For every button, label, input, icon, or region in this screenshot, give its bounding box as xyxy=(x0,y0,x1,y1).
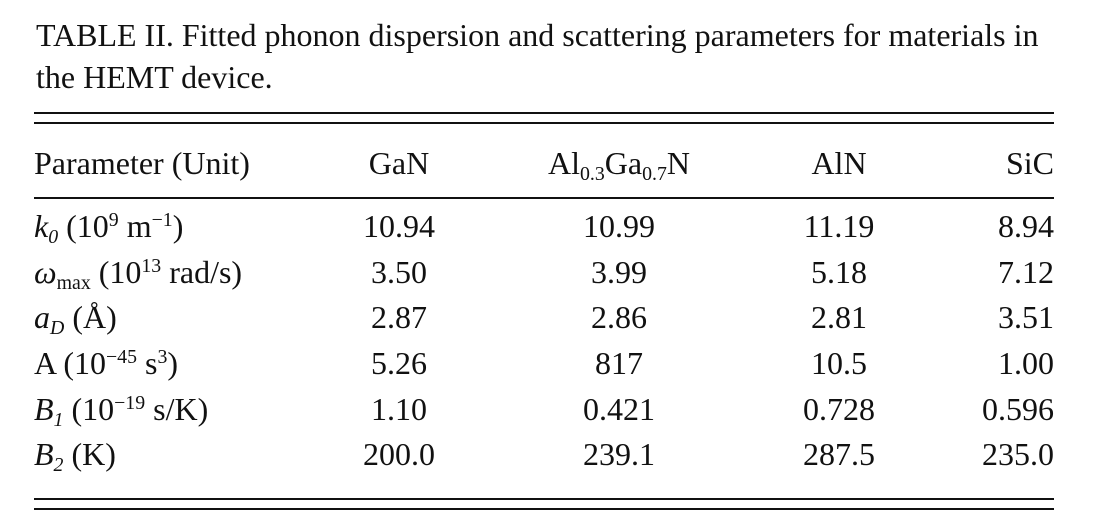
cell-value: 10.94 xyxy=(363,208,435,245)
table-row-b2 xyxy=(34,432,1054,478)
cell-value: 8.94 xyxy=(998,208,1054,245)
cell-value: 287.5 xyxy=(803,436,875,473)
top-rule-inner xyxy=(34,122,1054,124)
cell-value: 239.1 xyxy=(583,436,655,473)
header-parameter: Parameter (Unit) xyxy=(34,144,250,181)
parameter-table xyxy=(34,132,1054,478)
cell-value: 3.50 xyxy=(371,253,427,290)
table-row-ad xyxy=(34,295,1054,341)
cell-value: 200.0 xyxy=(363,436,435,473)
cell-value: 235.0 xyxy=(982,436,1054,473)
param-a: A ($10^{-45}$ $s^3$) xyxy=(34,345,179,382)
table-row-a xyxy=(34,341,1054,387)
cell-value: 10.5 xyxy=(811,345,867,382)
param-b2: $B_2$ (K) xyxy=(34,436,116,477)
cell-value: 1.00 xyxy=(998,345,1054,382)
table-row-k0 xyxy=(34,204,1054,250)
cell-value: 1.10 xyxy=(371,390,427,427)
cell-value: 0.596 xyxy=(982,390,1054,427)
cell-value: 2.87 xyxy=(371,299,427,336)
cell-value: 0.421 xyxy=(583,390,655,427)
param-k0: $k_0$ ($10^9$ $m^{-1}$) xyxy=(34,208,184,249)
header-gan: GaN xyxy=(368,144,430,181)
cell-value: 11.19 xyxy=(803,208,875,245)
top-rule-outer xyxy=(34,112,1054,114)
param-wmax: $\omega_{max}$ ($10^{13}$ rad/s) xyxy=(34,253,243,294)
header-row xyxy=(34,132,1054,194)
param-ad: $a_D$ (Å) xyxy=(34,299,117,340)
cell-value: 0.728 xyxy=(803,390,875,427)
header-sic: SiC xyxy=(1005,144,1054,181)
bottom-rule-outer xyxy=(34,508,1054,510)
cell-value: 2.81 xyxy=(811,299,867,336)
table-row-wmax xyxy=(34,250,1054,296)
table-row-b1 xyxy=(34,386,1054,432)
cell-value: 5.18 xyxy=(811,253,867,290)
param-b1: $B_1$ ($10^{-19}$ s/K) xyxy=(34,390,209,431)
cell-value: 7.12 xyxy=(998,253,1054,290)
bottom-rule-inner xyxy=(34,498,1054,500)
cell-value: 3.51 xyxy=(998,299,1054,336)
header-algan: $Al_{0.3}Ga_{0.7}N$ xyxy=(547,144,690,185)
cell-value: 2.86 xyxy=(591,299,647,336)
cell-value: 5.26 xyxy=(371,345,427,382)
cell-value: 3.99 xyxy=(591,253,647,290)
header-aln: AlN xyxy=(811,144,867,181)
cell-value: 10.99 xyxy=(583,208,655,245)
table-caption: TABLE II. Fitted phonon dispersion and scattering parameters for materials in the HEMT device. xyxy=(36,17,1039,95)
cell-value: 817 xyxy=(595,345,643,382)
